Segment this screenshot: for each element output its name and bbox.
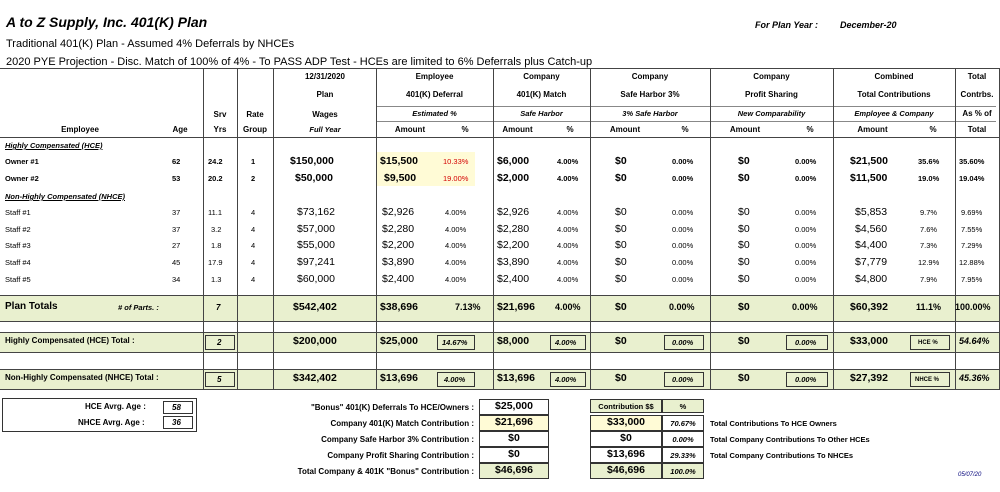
ps-pct: 0.00% bbox=[795, 225, 817, 234]
comb-pct: 12.9% bbox=[918, 258, 940, 267]
ps-amount: $0 bbox=[738, 239, 750, 251]
employee-name: Staff #3 bbox=[5, 241, 31, 250]
sh-pct-total: 0.00% bbox=[669, 302, 695, 312]
plan-totals-label: Plan Totals bbox=[5, 301, 58, 312]
ps-amount: $0 bbox=[738, 256, 750, 268]
sh-pct: 0.00% bbox=[672, 208, 694, 217]
match-amount: $3,890 bbox=[497, 256, 530, 268]
sh-amount: $0 bbox=[615, 155, 627, 167]
match-pct: 4.00% bbox=[557, 275, 579, 284]
summary-profit-sharing-label: Company Profit Sharing Contribution : bbox=[327, 451, 474, 460]
sh-pct: 0.00% bbox=[672, 275, 694, 284]
subtitle-projection: 2020 PYE Projection - Disc. Match of 100% of 4% - To PASS ADP Test - HCEs are limited to 6% Deferrals plus Catch-up bbox=[6, 56, 593, 68]
ps-amount: $0 bbox=[738, 155, 750, 167]
match-pct: 4.00% bbox=[557, 258, 579, 267]
comb-pct-total: 11.1% bbox=[916, 302, 942, 312]
age-header: Age bbox=[172, 125, 188, 134]
hce-avg-age: 58 bbox=[172, 403, 181, 412]
employee-group: 4 bbox=[251, 258, 256, 267]
contrib-amount: $46,696 bbox=[607, 464, 645, 476]
summary-match-label: Company 401(K) Match Contribution : bbox=[330, 419, 474, 428]
hce-deferral-total: $25,000 bbox=[380, 335, 418, 347]
summary-match-value: $21,696 bbox=[495, 416, 533, 428]
match-amount: $2,200 bbox=[497, 239, 530, 251]
sh-amount: $0 bbox=[615, 273, 627, 285]
employee-name: Staff #1 bbox=[5, 208, 31, 217]
nhce-pct-label: NHCE % bbox=[915, 377, 940, 383]
wages-subheader: Full Year bbox=[309, 125, 341, 134]
contrib-pct: 100.0% bbox=[670, 467, 696, 476]
total-pct-header-sub: As % of bbox=[962, 109, 992, 118]
contrib-desc: Total Company Contributions To NHCEs bbox=[710, 451, 854, 460]
deferral-amount: $2,200 bbox=[382, 239, 415, 251]
summary-ps-value: $0 bbox=[508, 448, 520, 460]
total-pct-header-mid: Contrbs. bbox=[960, 90, 994, 99]
hce-section-label: Highly Compensated (HCE) bbox=[5, 141, 103, 150]
employee-group: 4 bbox=[251, 225, 256, 234]
employee-group: 4 bbox=[251, 241, 256, 250]
profit-sharing-header: Profit Sharing bbox=[745, 90, 798, 99]
hce-match-total: $8,000 bbox=[497, 335, 530, 347]
summary-safe-harbor-label: Company Safe Harbor 3% Contribution : bbox=[321, 435, 474, 444]
employee-age: 45 bbox=[172, 258, 181, 267]
hce-sh-total: $0 bbox=[615, 335, 627, 347]
employee-yrs: 11.1 bbox=[208, 208, 223, 217]
employee-group: 2 bbox=[251, 174, 256, 183]
subtitle-plan-type: Traditional 401(K) Plan - Assumed 4% Deferrals by NHCEs bbox=[6, 38, 295, 50]
nhce-match-total: $13,696 bbox=[497, 372, 535, 384]
ps-pct-total: 0.00% bbox=[792, 302, 818, 312]
total-pct: 12.88% bbox=[959, 258, 985, 267]
deferral-pct: 4.00% bbox=[445, 275, 467, 284]
match-pct: 4.00% bbox=[557, 241, 579, 250]
match-total: $21,696 bbox=[497, 301, 535, 313]
total-pct: 19.04% bbox=[959, 174, 985, 183]
sh-amount: $0 bbox=[615, 206, 627, 218]
nhce-deferral-total: $13,696 bbox=[380, 372, 418, 384]
nhce-ps-pct: 0.00% bbox=[795, 375, 817, 384]
employee-header: Employee bbox=[61, 125, 99, 134]
employee-yrs: 17.9 bbox=[208, 258, 223, 267]
total-pct-header-top: Total bbox=[967, 72, 987, 81]
plan-year-label: For Plan Year : bbox=[755, 20, 819, 30]
sh-amount: $0 bbox=[615, 172, 627, 184]
comb-amount: $11,500 bbox=[850, 172, 888, 184]
employee-age: 34 bbox=[172, 275, 181, 284]
deferral-pct-total: 7.13% bbox=[455, 302, 481, 312]
hce-comb-total: $33,000 bbox=[850, 335, 888, 347]
match-amount: $2,280 bbox=[497, 223, 530, 235]
deferral-amount-header: Amount bbox=[394, 125, 426, 134]
employee-name: Staff #4 bbox=[5, 258, 31, 267]
deferral-pct: 4.00% bbox=[445, 258, 467, 267]
ps-amount-header: Amount bbox=[729, 125, 761, 134]
parts-count: 7 bbox=[216, 303, 221, 312]
ps-amount: $0 bbox=[738, 273, 750, 285]
comb-amount: $7,779 bbox=[855, 256, 888, 268]
total-pct: 35.60% bbox=[959, 157, 985, 166]
nhce-sh-total: $0 bbox=[615, 372, 627, 384]
summary-bonus-value: $25,000 bbox=[495, 400, 533, 412]
employee-wages: $50,000 bbox=[295, 172, 333, 184]
employee-wages: $150,000 bbox=[290, 155, 334, 167]
employee-wages: $97,241 bbox=[297, 256, 335, 268]
hce-wages-total: $200,000 bbox=[293, 335, 337, 347]
sh-pct-header: % bbox=[681, 125, 689, 134]
nhce-section-label: Non-Highly Compensated (NHCE) bbox=[5, 192, 125, 201]
match-pct: 4.00% bbox=[557, 225, 579, 234]
deferral-pct: 4.00% bbox=[445, 225, 467, 234]
combined-header-top: Combined bbox=[874, 72, 914, 81]
nhce-avg-age: 36 bbox=[172, 418, 181, 427]
hce-pct-label: HCE % bbox=[918, 340, 938, 346]
total-pct: 7.95% bbox=[961, 275, 983, 284]
employee-group: 1 bbox=[251, 157, 256, 166]
total-pct: 7.55% bbox=[961, 225, 983, 234]
match-header: 401(K) Match bbox=[516, 90, 567, 99]
deferral-pct: 10.33% bbox=[443, 157, 469, 166]
combined-header: Total Contributions bbox=[857, 90, 931, 99]
summary-total-label: Total Company & 401K "Bonus" Contribution : bbox=[297, 467, 474, 476]
employee-wages: $73,162 bbox=[297, 206, 335, 218]
hce-ps-total: $0 bbox=[738, 335, 750, 347]
match-amount: $2,000 bbox=[497, 172, 530, 184]
hce-ps-pct: 0.00% bbox=[795, 338, 817, 347]
match-pct: 4.00% bbox=[557, 157, 579, 166]
sh-pct: 0.00% bbox=[672, 225, 694, 234]
contrib-header-amount: Contribution $$ bbox=[598, 402, 654, 411]
nhce-total-label: Non-Highly Compensated (NHCE) Total : bbox=[5, 373, 159, 382]
date-stamp: 05/07/20 bbox=[958, 472, 982, 478]
employee-wages: $55,000 bbox=[297, 239, 335, 251]
ps-pct: 0.00% bbox=[795, 258, 817, 267]
nhce-wages-total: $342,402 bbox=[293, 372, 337, 384]
match-pct: 4.00% bbox=[557, 208, 579, 217]
employee-age: 37 bbox=[172, 208, 181, 217]
employee-wages: $60,000 bbox=[297, 273, 335, 285]
safe-harbor-header: Safe Harbor 3% bbox=[620, 90, 680, 99]
comb-amount-header: Amount bbox=[857, 125, 888, 134]
comb-amount: $4,400 bbox=[855, 239, 888, 251]
sh-amount: $0 bbox=[615, 256, 627, 268]
hce-sh-pct: 0.00% bbox=[672, 338, 694, 347]
comb-amount: $4,560 bbox=[855, 223, 888, 235]
sh-pct: 0.00% bbox=[672, 157, 694, 166]
sh-amount: $0 bbox=[615, 239, 627, 251]
contrib-pct: 0.00% bbox=[672, 435, 694, 444]
ps-pct: 0.00% bbox=[795, 157, 817, 166]
ps-amount: $0 bbox=[738, 223, 750, 235]
deferral-header-top: Employee bbox=[415, 72, 454, 81]
srv-header: Srv bbox=[213, 110, 227, 119]
deferral-amount: $3,890 bbox=[382, 256, 415, 268]
contrib-amount: $0 bbox=[620, 432, 632, 444]
employee-age: 37 bbox=[172, 225, 181, 234]
contrib-pct: 70.67% bbox=[670, 419, 696, 428]
total-pct-header-bot: Total bbox=[967, 125, 987, 134]
comb-pct: 7.9% bbox=[920, 275, 938, 284]
employee-yrs: 20.2 bbox=[208, 174, 223, 183]
nhce-parts-count: 5 bbox=[217, 375, 222, 384]
total-pct: 7.29% bbox=[961, 241, 983, 250]
match-amount: $2,400 bbox=[497, 273, 530, 285]
group-header: Group bbox=[243, 125, 267, 134]
employee-wages: $57,000 bbox=[297, 223, 335, 235]
summary-total-value: $46,696 bbox=[495, 464, 533, 476]
employee-name: Staff #2 bbox=[5, 225, 31, 234]
employee-group: 4 bbox=[251, 275, 256, 284]
employee-yrs: 1.8 bbox=[211, 241, 222, 250]
comb-pct-header: % bbox=[929, 125, 937, 134]
deferral-total: $38,696 bbox=[380, 301, 418, 313]
employee-age: 53 bbox=[172, 174, 181, 183]
deferral-pct: 4.00% bbox=[445, 241, 467, 250]
ps-total: $0 bbox=[738, 301, 750, 313]
ps-pct: 0.00% bbox=[795, 275, 817, 284]
match-amount-header: Amount bbox=[502, 125, 533, 134]
hce-deferral-pct: 14.67% bbox=[442, 338, 468, 347]
match-header-top: Company bbox=[523, 72, 560, 81]
employee-name: Owner #2 bbox=[5, 174, 39, 183]
deferral-subheader: Estimated % bbox=[412, 109, 457, 118]
summary-sh-value: $0 bbox=[508, 432, 520, 444]
comb-pct: 7.3% bbox=[920, 241, 938, 250]
employee-age: 62 bbox=[172, 157, 181, 166]
employee-age: 27 bbox=[172, 241, 181, 250]
profit-sharing-header-top: Company bbox=[753, 72, 790, 81]
employee-yrs: 3.2 bbox=[211, 225, 222, 234]
hce-parts-count: 2 bbox=[217, 338, 222, 347]
page-title: A to Z Supply, Inc. 401(K) Plan bbox=[6, 14, 208, 30]
sh-amount-header: Amount bbox=[609, 125, 641, 134]
deferral-pct: 19.00% bbox=[443, 174, 469, 183]
hce-match-pct: 4.00% bbox=[555, 338, 577, 347]
match-pct: 4.00% bbox=[557, 174, 579, 183]
employee-yrs: 24.2 bbox=[208, 157, 223, 166]
parts-label: # of Parts. : bbox=[118, 303, 159, 312]
wages-header-date: 12/31/2020 bbox=[304, 72, 346, 81]
nhce-comb-total: $27,392 bbox=[850, 372, 888, 384]
total-pct-total: 100.00% bbox=[955, 302, 991, 312]
ps-amount: $0 bbox=[738, 206, 750, 218]
match-amount: $2,926 bbox=[497, 206, 530, 218]
sh-total: $0 bbox=[615, 301, 627, 313]
wages-total: $542,402 bbox=[293, 301, 337, 313]
wages-header-plan: Plan bbox=[316, 90, 334, 99]
safe-harbor-header-top: Company bbox=[631, 72, 669, 81]
contrib-header-pct: % bbox=[679, 402, 687, 411]
contrib-desc: Total Company Contributions To Other HCEs bbox=[710, 435, 870, 444]
ps-pct: 0.00% bbox=[795, 241, 817, 250]
sh-pct: 0.00% bbox=[672, 241, 694, 250]
deferral-pct: 4.00% bbox=[445, 208, 467, 217]
comb-amount: $5,853 bbox=[855, 206, 888, 218]
ps-amount: $0 bbox=[738, 172, 750, 184]
comb-pct: 7.6% bbox=[920, 225, 938, 234]
employee-name: Staff #5 bbox=[5, 275, 31, 284]
sh-amount: $0 bbox=[615, 223, 627, 235]
employee-yrs: 1.3 bbox=[211, 275, 222, 284]
rate-header: Rate bbox=[246, 110, 264, 119]
sh-pct: 0.00% bbox=[672, 174, 694, 183]
match-amount: $6,000 bbox=[497, 155, 530, 167]
comb-pct: 35.6% bbox=[918, 157, 940, 166]
comb-pct: 19.0% bbox=[918, 174, 940, 183]
ps-pct-header: % bbox=[806, 125, 814, 134]
deferral-amount: $9,500 bbox=[384, 172, 417, 184]
comb-pct: 9.7% bbox=[920, 208, 938, 217]
comb-amount: $21,500 bbox=[850, 155, 888, 167]
deferral-amount: $2,400 bbox=[382, 273, 415, 285]
ps-pct: 0.00% bbox=[795, 174, 817, 183]
match-pct-total: 4.00% bbox=[555, 302, 581, 312]
nhce-avg-age-label: NHCE Avrg. Age : bbox=[78, 418, 145, 427]
sh-pct: 0.00% bbox=[672, 258, 694, 267]
nhce-match-pct: 4.00% bbox=[555, 375, 577, 384]
contrib-amount: $33,000 bbox=[607, 416, 645, 428]
nhce-sh-pct: 0.00% bbox=[672, 375, 694, 384]
yrs-header: Yrs bbox=[213, 125, 227, 134]
deferral-amount: $2,280 bbox=[382, 223, 415, 235]
match-pct-header: % bbox=[566, 125, 574, 134]
profit-sharing-subheader: New Comparability bbox=[737, 109, 806, 118]
hce-total-pct: 54.64% bbox=[959, 336, 990, 346]
hce-total-label: Highly Compensated (HCE) Total : bbox=[5, 336, 135, 345]
hce-avg-age-label: HCE Avrg. Age : bbox=[85, 402, 146, 411]
safe-harbor-subheader: 3% Safe Harbor bbox=[622, 109, 678, 118]
contrib-amount: $13,696 bbox=[607, 448, 645, 460]
wages-header: Wages bbox=[312, 110, 338, 119]
contrib-desc: Total Contributions To HCE Owners bbox=[710, 419, 837, 428]
combined-subheader: Employee & Company bbox=[854, 109, 934, 118]
match-subheader: Safe Harbor bbox=[520, 109, 563, 118]
contrib-pct: 29.33% bbox=[670, 451, 696, 460]
ps-pct: 0.00% bbox=[795, 208, 817, 217]
deferral-amount: $2,926 bbox=[382, 206, 415, 218]
nhce-total-pct: 45.36% bbox=[959, 373, 990, 383]
total-pct: 9.69% bbox=[961, 208, 983, 217]
plan-year-value: December-20 bbox=[840, 20, 897, 30]
employee-name: Owner #1 bbox=[5, 157, 39, 166]
deferral-amount: $15,500 bbox=[380, 155, 418, 167]
nhce-deferral-pct: 4.00% bbox=[444, 375, 466, 384]
comb-amount: $4,800 bbox=[855, 273, 888, 285]
nhce-ps-total: $0 bbox=[738, 372, 750, 384]
employee-group: 4 bbox=[251, 208, 256, 217]
summary-bonus-label: "Bonus" 401(K) Deferrals To HCE/Owners : bbox=[310, 403, 474, 412]
comb-total: $60,392 bbox=[850, 301, 888, 313]
deferral-pct-header: % bbox=[461, 125, 469, 134]
deferral-header: 401(K) Deferral bbox=[406, 90, 463, 99]
